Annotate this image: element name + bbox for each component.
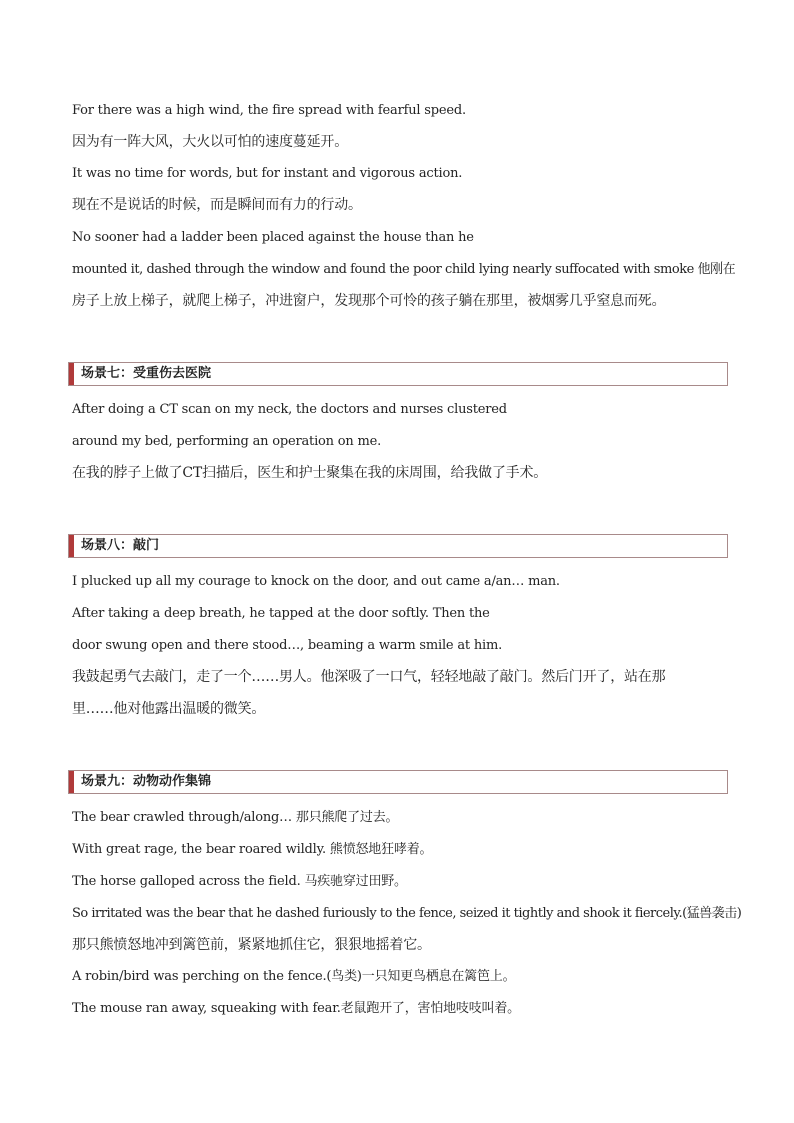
text-line: 里……他对他露出温暖的微笑。 <box>72 701 266 717</box>
text-line: 房子上放上梯子，就爬上梯子，冲进窗户，发现那个可怜的孩子躺在那里，被烟雾几乎窒息而死。 <box>72 293 666 309</box>
section-title: 场景八：敲门 <box>81 538 160 553</box>
text-line: A robin/bird was perching on the fence.(鸟类)一只知更鸟栖息在篱笆上。 <box>72 969 516 984</box>
section-title: 场景九：动物动作集锦 <box>81 774 212 789</box>
text-line: 因为有一阵大风，大火以可怕的速度蔓延开。 <box>72 134 348 150</box>
section-title: 场景七：受重伤去医院 <box>81 366 212 381</box>
text-line: 在我的脖子上做了CT扫描后，医生和护士聚集在我的床周围，给我做了手术。 <box>72 465 548 481</box>
text-line: 那只熊愤怒地冲到篱笆前，紧紧地抓住它，狠狠地摇着它。 <box>72 937 431 953</box>
section-header-eight <box>68 534 728 558</box>
text-line: 我鼓起勇气去敲门，走了一个……男人。他深吸了一口气，轻轻地敲了敲门。然后门开了，站在那 <box>72 669 666 685</box>
text-line: For there was a high wind, the fire spread with fearful speed. <box>72 103 466 118</box>
section-header-nine <box>68 770 728 794</box>
text-line: After doing a CT scan on my neck, the doctors and nurses clustered <box>72 402 507 417</box>
section-marker <box>69 363 74 385</box>
section-marker <box>69 771 74 793</box>
text-line: The mouse ran away, squeaking with fear.老鼠跑开了，害怕地吱吱叫着。 <box>72 1001 520 1016</box>
text-line: The horse galloped across the field. 马疾驰穿过田野。 <box>72 874 407 889</box>
text-line: around my bed, performing an operation on me. <box>72 434 382 449</box>
section-marker <box>69 535 74 557</box>
text-line: door swung open and there stood…, beaming a warm smile at him. <box>72 638 503 653</box>
text-line: The bear crawled through/along… 那只熊爬了过去。 <box>72 810 399 825</box>
text-line: mounted it, dashed through the window and found the poor child lying nearly suffocated with smoke 他刚在 <box>72 262 736 277</box>
text-line: 现在不是说话的时候，而是瞬间而有力的行动。 <box>72 197 362 213</box>
section-header-seven <box>68 362 728 386</box>
text-line: I plucked up all my courage to knock on the door, and out came a/an… man. <box>72 574 560 589</box>
text-line: With great rage, the bear roared wildly. 熊愤怒地狂哮着。 <box>72 842 433 857</box>
text-line: After taking a deep breath, he tapped at the door softly. Then the <box>72 606 490 621</box>
text-line: So irritated was the bear that he dashed furiously to the fence, seized it tightly and shook it fiercely.(猛兽袭击) <box>72 906 742 921</box>
text-line: No sooner had a ladder been placed against the house than he <box>72 230 474 245</box>
text-line: It was no time for words, but for instant and vigorous action. <box>72 166 463 181</box>
